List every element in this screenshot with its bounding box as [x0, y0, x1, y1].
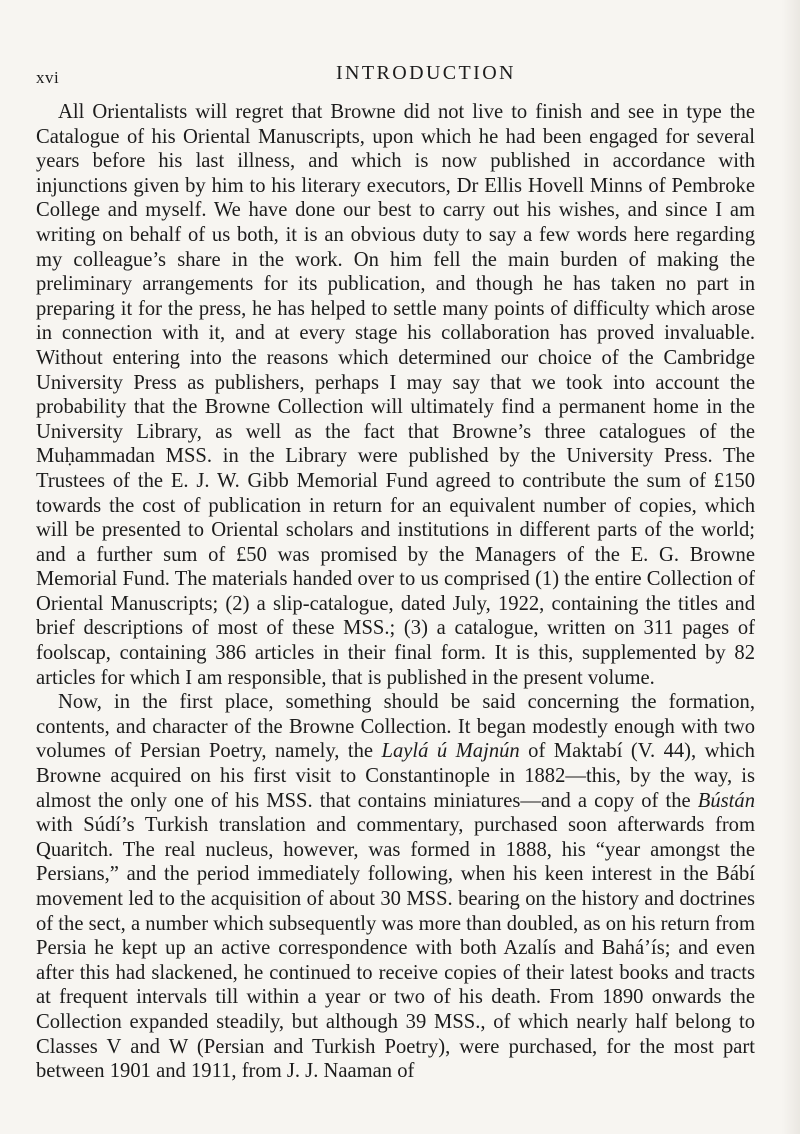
paragraph-2-text-a: Now, in the first place, something should be said concerning the formation, contents, and character of the Browne Collection. It began modestly enough with two volumes of Persian Poetry, namely, the [36, 691, 755, 763]
page-number: xvi [36, 68, 60, 87]
paragraph-1 [36, 100, 755, 690]
title-bustan: Bústán [697, 789, 755, 812]
body-text [36, 100, 755, 1084]
page-edge-shadow [782, 0, 800, 1134]
page-header [36, 62, 776, 92]
paragraph-2-text-c: with Súdí’s Turkish translation and commentary, purchased soon afterwards from Quaritch. The real nucleus, however, was formed in 1888, his “year amongst the Persians,” and the period immediately following, when his keen interest in the Bábí movement led to the acquisition of about 30 MSS. bearing on the history and doctrines of the sect, a number which subsequently was more than doubled, as on his return from Persia he kept up an active correspondence with both Azalís and Bahá’ís; and even after this had slackened, he continued to receive copies of their latest books and tracts at frequent intervals till within a year or two of his death. From 1890 onwards the Collection expanded steadily, but although 39 MSS., of which nearly half belong to Classes V and W (Persian and Turkish Poetry), were purchased, for the most part between 1901 and 1911, from J. J. Naaman of [36, 814, 755, 1083]
paragraph-2-text-b: of Maktabí (V. 44), which Browne acquired on his first visit to Constantinople in 1882—this, by the way, is almost the only one of his MSS. that contains miniatures—and a copy of the [36, 740, 755, 812]
paragraph-1-text: All Orientalists will regret that Browne did not live to finish and see in type the Catalogue of his Oriental Manuscripts, upon which he had been engaged for several years before his last illness, and which is now published in accordance with injunctions given by him to his literary executors, Dr Ellis Hovell Minns of Pembroke College and myself. We have done our best to carry out his wishes, and since I am writing on behalf of us both, it is an obvious duty to say a few words here regarding my colleague’s share in the work. On him fell the main burden of making the preliminary arrangements for its publication, and though he has taken no part in preparing it for the press, he has helped to settle many points of difficulty which arose in connection with it, and at every stage his collaboration has proved invaluable. Without entering into the reasons which determined our choice of the Cambridge University Press as publishers, perhaps I may say that we took into account the probability that the Browne Collection will ultimately find a permanent home in the University Library, as well as the fact that Browne’s three catalogues of the Muḥammadan MSS. in the Library were published by the University Press. The Trustees of the E. J. W. Gibb Memorial Fund agreed to contribute the sum of £150 towards the cost of publication in return for an equivalent number of copies, which will be presented to Oriental scholars and institutions in different parts of the world; and a further sum of £50 was promised by the Managers of the E. G. Browne Memorial Fund. The materials handed over to us comprised (1) the entire Collection of Oriental Manuscripts; (2) a slip-catalogue, dated July, 1922, containing the titles and brief descriptions of most of these MSS.; (3) a catalogue, written on 311 pages of foolscap, containing 386 articles in their final form. It is this, supplemented by 82 articles for which I am responsible, that is published in the present volume. [36, 101, 755, 689]
paragraph-2 [36, 690, 755, 1084]
running-title: INTRODUCTION [336, 62, 516, 84]
title-layla-u-majnun: Laylá ú Majnún [381, 740, 520, 763]
